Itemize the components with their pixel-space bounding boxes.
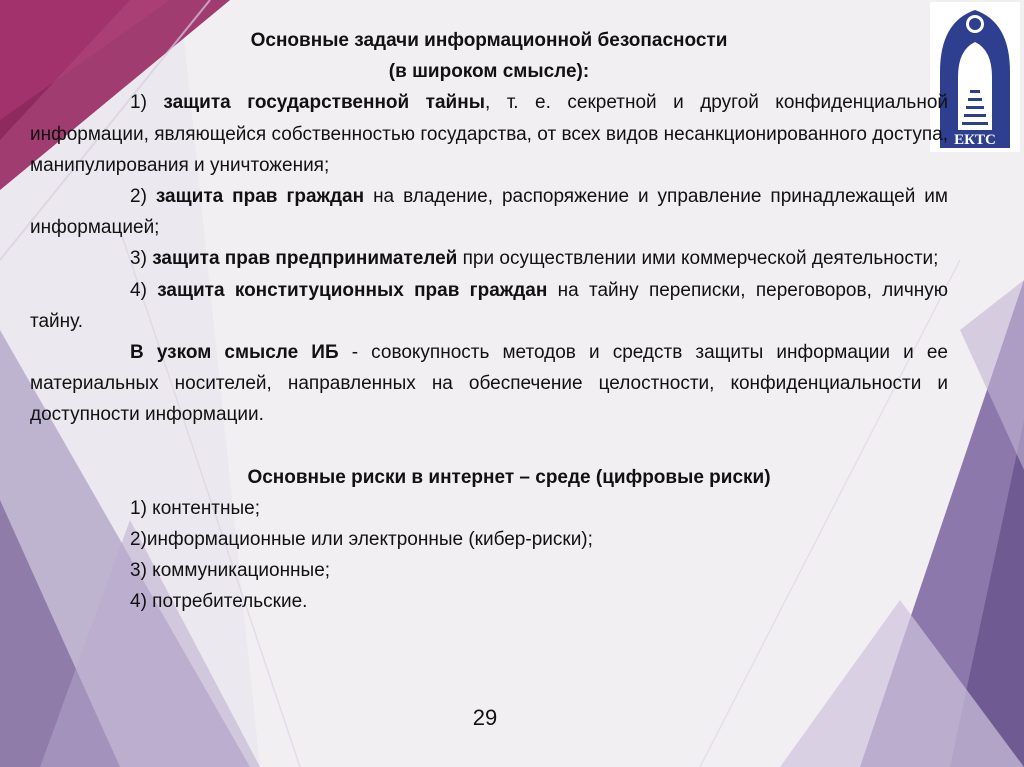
task-item-text: на владение, распоряжение и управление принадлежащей им информацией; bbox=[30, 186, 948, 239]
task-item-text: при осуществлении ими коммерческой деятельности; bbox=[457, 248, 939, 270]
task-item-4 bbox=[30, 275, 948, 337]
page-number: 29 bbox=[472, 705, 498, 730]
task-item-bold: защита прав предпринимателей bbox=[152, 248, 458, 270]
risk-item: 4) потребительские. bbox=[130, 591, 308, 613]
slide-title-line2: (в широком смысле): bbox=[388, 61, 590, 83]
task-item-1 bbox=[30, 87, 948, 181]
task-item-prefix: 2) bbox=[130, 186, 156, 208]
task-item-prefix: 4) bbox=[130, 279, 158, 301]
task-item-bold: защита конституционных прав граждан bbox=[157, 279, 548, 301]
risk-item: 1) контентные; bbox=[130, 497, 261, 519]
slide-title-line1: Основные задачи информационной безопасности bbox=[250, 30, 728, 51]
task-item-prefix: 3) bbox=[130, 248, 153, 270]
task-item-bold: защита государственной тайны bbox=[163, 92, 485, 114]
task-item-bold: В узком смысле ИБ bbox=[130, 342, 339, 364]
task-item-2 bbox=[30, 181, 948, 243]
slide-content bbox=[30, 25, 948, 618]
task-item-text: на тайну переписки, переговоров, личную тайну. bbox=[30, 279, 948, 332]
task-item-3 bbox=[30, 243, 948, 274]
logo-text: ЕКТС bbox=[954, 132, 996, 148]
task-item-text: - совокупность методов и средств защиты информации и ее материальных носителей, направленных на обеспечение целостности, конфиденциальности и доступности информации. bbox=[30, 342, 948, 426]
task-item-prefix: 1) bbox=[130, 92, 164, 114]
task-item-text: , т. е. секретной и другой конфиденциальной информации, являющейся собственностью государства, от всех видов несанкционированного доступа, манипулирования и уничтожения; bbox=[30, 92, 948, 176]
task-item-bold: защита прав граждан bbox=[155, 186, 365, 208]
risk-item: 3) коммуникационные; bbox=[130, 560, 331, 582]
risk-item: 2)информационные или электронные (кибер-риски); bbox=[130, 529, 593, 551]
narrow-definition bbox=[30, 337, 948, 431]
risks-title: Основные риски в интернет – среде (цифровые риски) bbox=[247, 466, 771, 488]
